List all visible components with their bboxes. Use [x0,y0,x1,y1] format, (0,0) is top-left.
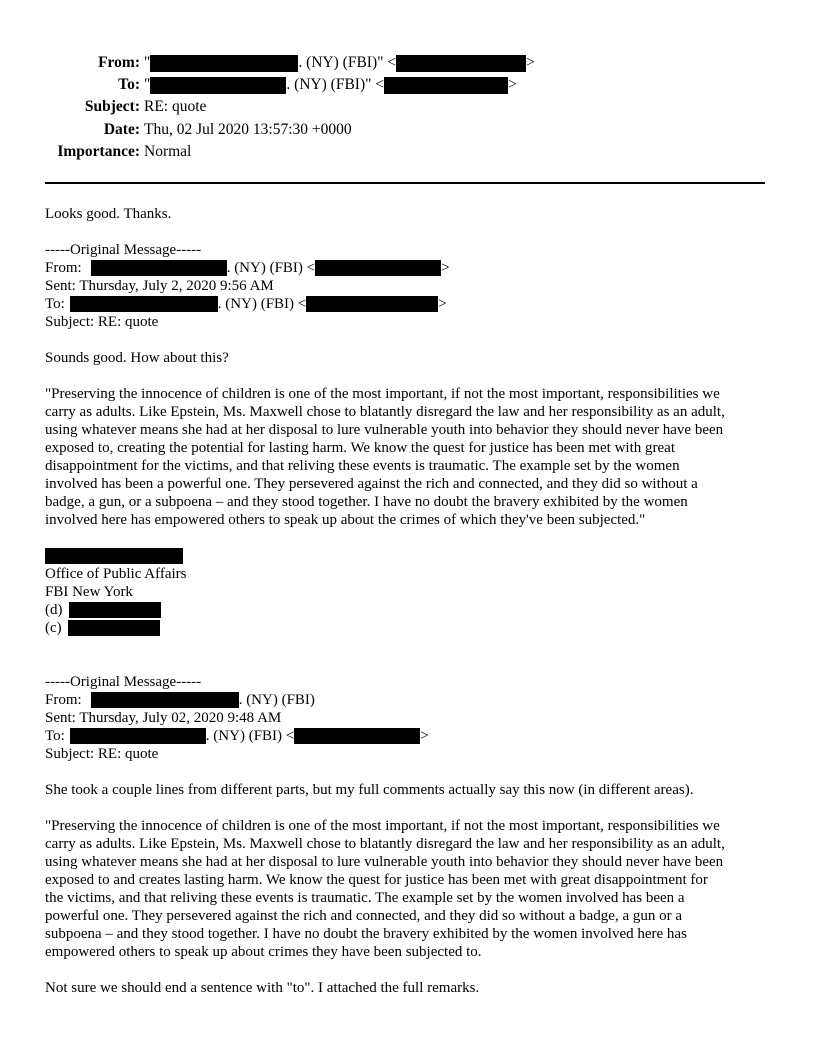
redaction-box [69,602,161,618]
header-date-label: Date: [103,120,140,138]
redaction-box [150,77,286,94]
msg2-closing: Not sure we should end a sentence with "to". I attached the full remarks. [45,980,480,996]
msg1-intro: Sounds good. How about this? [45,350,229,366]
redaction-box [91,260,227,276]
signature-c-line: (c) [45,619,775,637]
header-subject-value: RE: quote [144,98,207,116]
quote-line: disappointment for the victims, and that reliving these events is traumatic. The example set by the women [45,458,680,474]
header-from-text: . (NY) (FBI)" < [298,54,397,71]
msg2-quote [45,817,775,961]
msg1-subject-line: Subject: RE: quote [45,314,159,330]
email-header [0,52,816,163]
msg2-from-line: From: . (NY) (FBI) [45,692,315,708]
header-from-quote: " [144,54,151,71]
header-to-text: . (NY) (FBI)" < [286,76,385,94]
msg2-subject-line: Subject: RE: quote [45,746,159,762]
quote-line: using whatever means she had at her disposal to lure vulnerable youth into behavior they should never have been [45,422,724,438]
quote-line: carry as adults. Like Epstein, Ms. Maxwell chose to blatantly disregard the law and her responsibility as an adult, [45,404,725,420]
redaction-box [396,55,526,72]
original-message-divider: -----Original Message----- [45,674,202,690]
original-message-divider: -----Original Message----- [45,242,202,258]
header-to-end: > [508,76,517,94]
email-body [45,205,775,997]
msg1-from-line: From: . (NY) (FBI) < > [45,260,450,276]
quote-line: subpoena – and they stood together. I have no doubt the bravery exhibited by the women involved here has [45,926,687,942]
quote-line: carry as adults. Like Epstein, Ms. Maxwell chose to blatantly disregard the law and her responsibility as an adult, [45,836,725,852]
quote-line: using whatever means she had at her disposal to lure vulnerable youth into behavior they should never have been [45,854,724,870]
msg1-quote [45,385,775,529]
redaction-box [45,548,183,564]
header-subject-row [0,96,816,118]
header-date-value: Thu, 02 Jul 2020 13:57:30 +0000 [144,120,352,138]
quote-line: involved here has empowered others to speak up about the crimes of which they've been subjected." [45,512,646,528]
redaction-box [150,55,298,72]
quote-line: exposed to, creating the potential for lasting harm. We know the quest for justice has been met with great [45,440,675,456]
quote-line: "Preserving the innocence of children is one of the most important, if not the most important, responsibilities we [45,386,720,402]
reply-text: Looks good. Thanks. [45,206,172,222]
signature-d-line: (d) [45,601,775,619]
redaction-box [68,620,160,636]
header-importance-row [0,141,816,163]
msg1-to-line: To: . (NY) (FBI) < > [45,296,447,312]
signature-name-redacted [45,547,775,565]
quote-line: exposed to and creates lasting harm. We know the quest for justice has been met with great disappointment for [45,872,708,888]
quote-line: empowered others to speak up about crimes they have been subjected to. [45,944,482,960]
redaction-box [70,728,206,744]
header-to-row [0,74,816,96]
redaction-box [384,77,508,94]
redaction-box [315,260,441,276]
header-from-row [0,52,816,74]
header-date-row [0,119,816,141]
quote-line: powerful one. They persevered against the rich and connected, and they did so without a badge, a gun or a [45,908,683,924]
redaction-box [91,692,239,708]
redaction-box [70,296,218,312]
header-to-quote: " [144,76,151,94]
header-importance-value: Normal [144,142,192,160]
msg2-intro: She took a couple lines from different parts, but my full comments actually say this now (in different areas). [45,782,694,798]
quote-line: "Preserving the innocence of children is one of the most important, if not the most important, responsibilities we [45,818,720,834]
header-divider [45,182,765,184]
msg2-to-line: To: . (NY) (FBI) < > [45,728,429,744]
msg2-sent-line: Sent: Thursday, July 02, 2020 9:48 AM [45,710,282,726]
quote-line: involved has been a powerful one. They persevered against the rich and connected, and they did so without a [45,476,698,492]
redaction-box [294,728,420,744]
quote-line: the victims, and that reliving these events is traumatic. The example set by the women involved has been a [45,890,685,906]
header-to-label: To: [118,76,140,94]
signature-location: FBI New York [45,584,133,600]
signature-office: Office of Public Affairs [45,566,187,582]
header-from-end: > [526,54,535,71]
header-from-label: From: [98,54,140,71]
header-importance-label: Importance: [57,142,140,160]
header-subject-label: Subject: [84,98,140,116]
redaction-box [306,296,438,312]
quote-line: badge, a gun, or a subpoena – and they stood together. I have no doubt the bravery exhibited by the women [45,494,688,510]
msg1-sent-line: Sent: Thursday, July 2, 2020 9:56 AM [45,278,274,294]
